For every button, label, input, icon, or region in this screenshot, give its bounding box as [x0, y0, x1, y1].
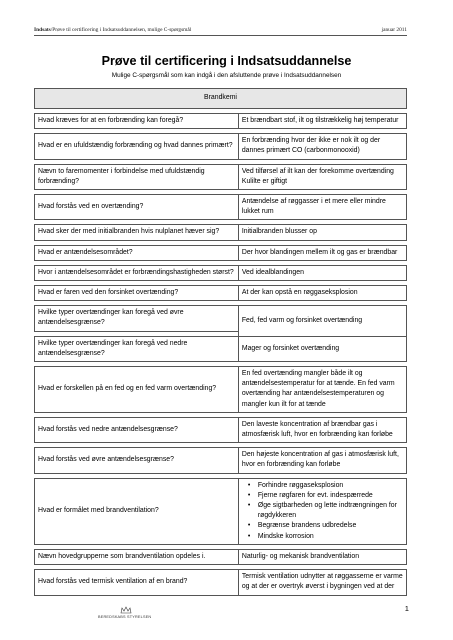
- table-row: [35, 367, 407, 413]
- table-row: [35, 570, 407, 595]
- answer-cell: Ved tilførsel af ilt kan der forekomme overtænding Kulilte er giftigt: [238, 164, 406, 189]
- page-number: 1: [404, 604, 409, 613]
- header-left-bold: Indsats: [34, 27, 51, 33]
- list-item: • Mindske korrosion: [258, 532, 403, 542]
- table-row: [35, 286, 407, 301]
- answer-cell: Fed, fed varm og forsinket overtænding: [238, 306, 406, 336]
- question-cell: Hvor i antændelsesområdet er forbrændingshastigheden størst?: [35, 265, 239, 280]
- question-cell: Hvad forstås ved øvre antændelsesgrænse?: [35, 448, 239, 473]
- beredskabsstyrelsen-logo: [98, 606, 156, 622]
- table-row: [35, 448, 407, 473]
- question-cell: Hvad forstås ved termisk ventilation af en brand?: [35, 570, 239, 595]
- answer-cell: Der hvor blandingen mellem ilt og gas er brændbar: [238, 245, 406, 260]
- table-row: [35, 336, 407, 361]
- answer-cell: Den højeste koncentration af gas i atmosfærisk luft, hvor en forbrænding kan forløbe: [238, 448, 406, 473]
- question-cell: Hvad er en ufuldstændig forbrænding og hvad dannes primært?: [35, 134, 239, 159]
- section-header: Brandkemi: [35, 89, 407, 109]
- table-row: [35, 306, 407, 331]
- list-item: • Forhindre røggaseksplosion: [258, 481, 403, 491]
- answer-cell: Den laveste koncentration af brændbar gas i atmosfærisk luft, hvor en forbrænding kan forløbe: [238, 417, 406, 442]
- qa-table-wrapper: [34, 88, 407, 596]
- page-title: Prøve til certificering i Indsatsuddannelse: [101, 54, 352, 68]
- logo-text: BEREDSKABS STYRELSEN: [98, 615, 152, 619]
- question-cell: Hvilke typer overtændinger kan foregå ved øvre antændelsesgrænse?: [35, 306, 239, 331]
- question-cell: Hvad er forskellen på en fed og en fed varm overtænding?: [35, 367, 239, 413]
- question-cell: Hvilke typer overtændinger kan foregå ved nedre antændelsesgrænse?: [35, 336, 239, 361]
- answer-cell: Termisk ventilation udnytter at røggasserne er varme og at der er overtryk øverst i bygningen ved at der: [238, 570, 406, 595]
- header-left-rest: /Prøve til certificering i Indsatsuddannelsen, mulige C-spørgsmål: [50, 27, 192, 33]
- question-cell: Hvad er antændelsesområdet?: [35, 245, 239, 260]
- list-item: • Fjerne røgfaren for evt. indespærrede: [258, 491, 403, 501]
- list-item: • Begrænse brandens udbredelse: [258, 521, 403, 531]
- table-row: [35, 225, 407, 240]
- question-cell: Hvad sker der med initialbranden hvis nulplanet hæver sig?: [35, 225, 239, 240]
- table-row: [35, 417, 407, 442]
- table-row: [35, 195, 407, 220]
- table-row: [35, 245, 407, 260]
- answer-cell: Ved idealblandingen: [238, 265, 406, 280]
- table-row: [35, 478, 407, 544]
- bullet-list: [242, 481, 403, 542]
- page-subtitle: Mulige C-spørgsmål som kan indgå i den afsluttende prøve i Indsatsuddannelsen: [111, 72, 342, 79]
- answer-cell: Naturlig- og mekanisk brandventilation: [238, 549, 406, 564]
- header-left: [34, 27, 191, 33]
- header-date: januar 2011: [381, 27, 407, 33]
- answer-cell: Et brændbart stof, ilt og tilstrækkelig høj temperatur: [238, 114, 406, 129]
- answer-cell: Antændelse af røggasser i et mere eller mindre lukket rum: [238, 195, 406, 220]
- question-cell: Hvad er faren ved den forsinket overtænding?: [35, 286, 239, 301]
- header-rule: [34, 35, 407, 36]
- table-row: [35, 549, 407, 564]
- question-cell: Hvad er formålet med brandventilation?: [35, 478, 239, 544]
- qa-table: [34, 88, 407, 596]
- section-header-row: [35, 89, 407, 109]
- answer-cell: En forbrænding hvor der ikke er nok ilt og der dannes primært CO (carbonmonooxid): [238, 134, 406, 159]
- question-cell: Nævn hovedgrupperne som brandventilation opdeles i.: [35, 549, 239, 564]
- answer-cell: Mager og forsinket overtænding: [238, 336, 406, 361]
- answer-cell: Initialbranden blusser op: [238, 225, 406, 240]
- table-row: [35, 134, 407, 159]
- question-cell: Nævn to faremomenter i forbindelse med ufuldstændig forbrænding?: [35, 164, 239, 189]
- question-cell: Hvad forstås ved nedre antændelsesgrænse?: [35, 417, 239, 442]
- crown-logo-icon: [120, 606, 132, 614]
- list-item: • Øge sigtbarheden og lette indtrængningen for røgdykkeren: [258, 501, 403, 521]
- answer-cell: At der kan opstå en røggaseksplosion: [238, 286, 406, 301]
- question-cell: Hvad kræves for at en forbrænding kan foregå?: [35, 114, 239, 129]
- running-header: [34, 27, 407, 35]
- answer-cell-bullets: [238, 478, 406, 544]
- question-cell: Hvad forstås ved en overtænding?: [35, 195, 239, 220]
- table-row: [35, 265, 407, 280]
- table-row: [35, 164, 407, 189]
- table-row: [35, 114, 407, 129]
- answer-cell: En fed overtænding mangler både ilt og antændelsestemperatur for at tænde. En fed varm overtænding har antændelsestemperaturen og mangler kun ilt for at tænde: [238, 367, 406, 413]
